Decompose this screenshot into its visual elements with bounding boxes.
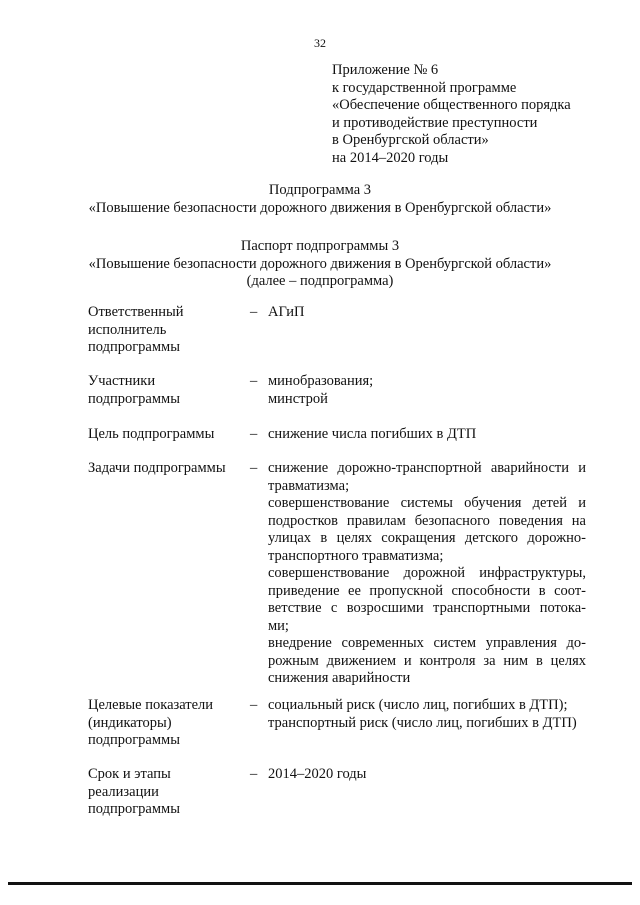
value-line: совершенствование дорожной инфраструктуры,	[268, 565, 586, 581]
label-line: Ответственный	[88, 304, 184, 320]
value-line: улицах в целях сокращения детского дорожно-	[268, 530, 586, 546]
row-value	[268, 373, 586, 408]
appendix-line: на 2014–2020 годы	[332, 149, 449, 166]
row-label	[88, 304, 248, 357]
appendix-line: в Оренбургской области»	[332, 132, 489, 148]
label-line: Целевые показатели	[88, 697, 214, 713]
row-value	[268, 697, 586, 732]
subprogram-heading	[0, 182, 640, 217]
dash: –	[250, 373, 258, 389]
value-line: минобразования;	[268, 373, 374, 389]
label-line: подпрограммы	[88, 732, 180, 748]
row-value	[268, 766, 586, 784]
dash: –	[250, 766, 258, 782]
subprogram-number: Подпрограмма 3	[268, 182, 372, 198]
value-line: снижение дорожно-транспортной аварийности и	[268, 460, 586, 476]
passport-note: (далее – подпрограмма)	[246, 273, 394, 289]
label-line: (индикаторы)	[88, 714, 172, 731]
appendix-line: «Обеспечение общественного порядка	[332, 97, 571, 113]
row-label	[88, 373, 248, 408]
row-value	[268, 304, 586, 322]
value-line: рожным движением и контроля за ним в целях	[268, 652, 586, 669]
value-line: подростков правилам безопасного поведения на	[268, 512, 586, 529]
subprogram-title: «Повышение безопасности дорожного движения в Оренбургской области»	[88, 199, 552, 216]
label-line: подпрограммы	[88, 339, 180, 355]
row-value	[268, 460, 586, 688]
row-label	[88, 766, 248, 819]
value-line: АГиП	[268, 304, 305, 320]
label-line: исполнитель	[88, 321, 167, 338]
value-line: приведение ее пропускной способности в соот-	[268, 582, 586, 599]
passport-subtitle: «Повышение безопасности дорожного движения в Оренбургской области»	[88, 255, 552, 272]
dash: –	[250, 304, 258, 320]
value-line: 2014–2020 годы	[268, 766, 367, 782]
label-line: подпрограммы	[88, 801, 180, 817]
passport-title: Паспорт подпрограммы 3	[240, 238, 400, 254]
row-label	[88, 426, 248, 444]
dash: –	[250, 460, 258, 476]
value-line: снижение числа погибших в ДТП	[268, 426, 477, 442]
value-line: ветствие с возросшими транспортными потока-	[268, 600, 586, 616]
value-line: травматизма;	[268, 477, 350, 494]
dash: –	[250, 426, 258, 442]
value-line: ми;	[268, 617, 289, 634]
value-line: совершенствование системы обучения детей и	[268, 495, 586, 511]
label-line: Цель подпрограммы	[88, 426, 215, 442]
appendix-line: к государственной программе	[332, 79, 517, 96]
row-label	[88, 697, 248, 750]
bottom-rule	[8, 882, 632, 885]
passport-heading	[0, 238, 640, 291]
label-line: Задачи подпрограммы	[88, 460, 226, 476]
label-line: подпрограммы	[88, 390, 180, 407]
row-value	[268, 426, 586, 444]
value-line: транспортный риск (число лиц, погибших в ДТП)	[268, 714, 577, 731]
label-line: Участники	[88, 373, 156, 389]
value-line: транспортного травматизма;	[268, 547, 444, 564]
appendix-line: Приложение № 6	[332, 62, 439, 78]
dash: –	[250, 697, 258, 713]
appendix-header	[332, 62, 632, 167]
value-line: минстрой	[268, 390, 328, 407]
row-label	[88, 460, 248, 478]
value-line: внедрение современных систем управления до-	[268, 635, 586, 651]
page-number: 32	[314, 36, 326, 50]
label-line: реализации	[88, 783, 159, 800]
value-line: социальный риск (число лиц, погибших в ДТП);	[268, 697, 568, 713]
value-line: снижения аварийности	[268, 670, 411, 686]
label-line: Срок и этапы	[88, 766, 171, 782]
appendix-line: и противодействие преступности	[332, 114, 538, 131]
